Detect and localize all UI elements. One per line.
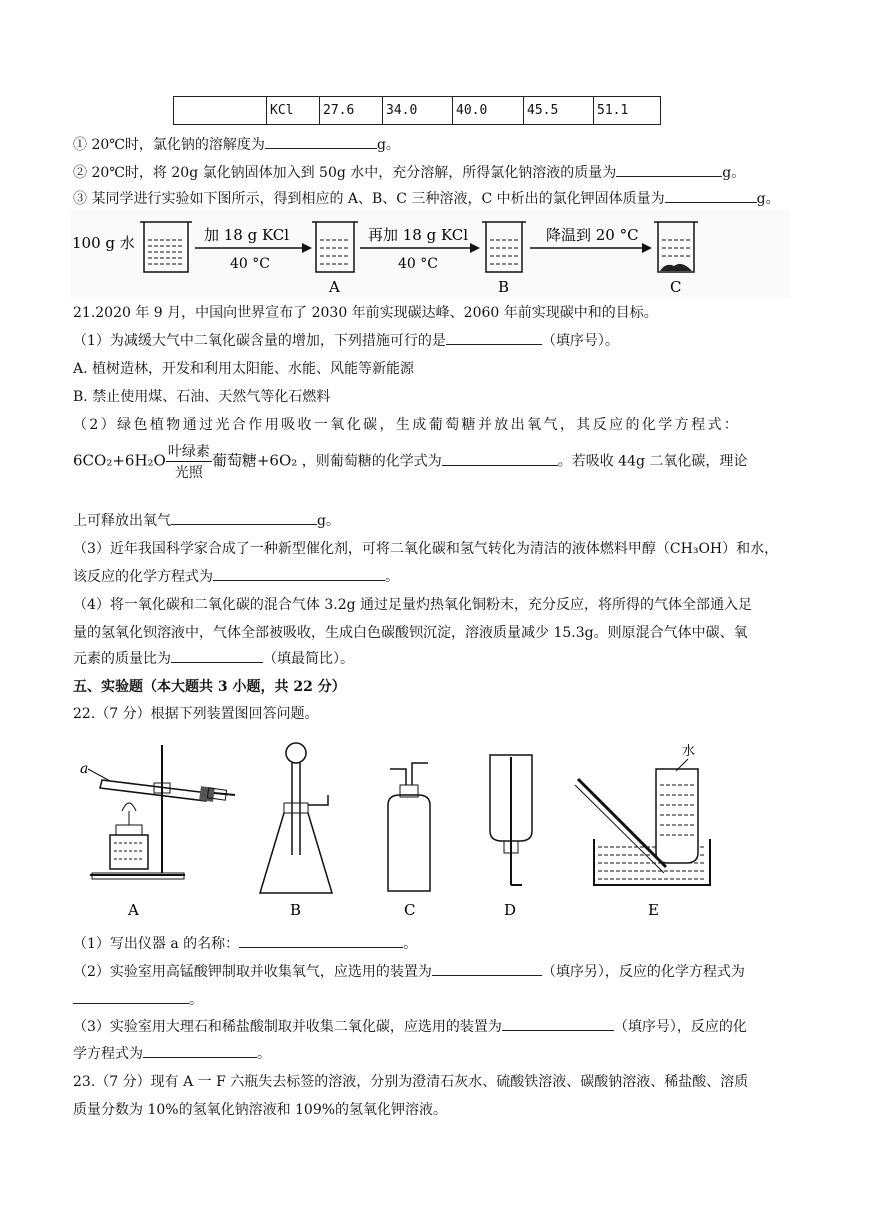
q21-p1-text: （1）为减缓大气中二氧化碳含量的增加，下列措施可行的是	[73, 333, 446, 349]
apparatus-label-b: B	[290, 901, 302, 919]
q21-part4-line3	[73, 648, 354, 668]
q22-part3-cont	[73, 1043, 271, 1063]
answer-blank[interactable]	[73, 989, 189, 1004]
q21-p3-text: 该反应的化学方程式为	[73, 569, 213, 585]
start-label: 100 g 水	[72, 234, 135, 252]
apparatus-label-e: E	[648, 901, 659, 919]
equation-reactants: 6CO₂+6H₂O	[73, 451, 166, 470]
q21-part3-line1: （3）近年我国科学家合成了一种新型催化剂，可将二氧化碳和氢气转化为清洁的液体燃料甲醇（CH₃OH）和水，	[73, 541, 779, 557]
kcl-process-diagram	[70, 210, 790, 298]
q22-p1-suffix: 。	[403, 936, 418, 952]
apparatus-c	[388, 763, 430, 891]
label-water: 水	[682, 744, 696, 759]
q20-l2-unit: g。	[722, 165, 746, 181]
answer-blank[interactable]	[665, 188, 757, 203]
table-cell: 34.0	[383, 97, 453, 125]
q20-l1-text: ① 20℃时，氯化钠的溶解度为	[73, 137, 265, 153]
step2-top-label: 再加 18 g KCl	[368, 226, 469, 244]
photosynthesis-equation	[73, 441, 747, 482]
q20-l3-text: ③ 某同学进行实验如下图所示，得到相应的 A、B、C 三种溶液，C 中析出的氯化钾固体质量为	[73, 191, 665, 207]
equation-products: 葡萄糖+6O₂	[211, 451, 298, 470]
label-instrument-a: a	[80, 761, 89, 777]
answer-blank[interactable]	[446, 330, 542, 345]
answer-blank[interactable]	[171, 510, 317, 525]
step1-top-label: 加 18 g KCl	[204, 226, 290, 244]
q21-p2-cont-text: 上可释放出氧气	[73, 513, 171, 529]
q22-p3-cont-suffix: 。	[257, 1046, 271, 1062]
q22-p2-text: （2）实验室用高锰酸钾制取并收集氧气，应选用的装置为	[73, 964, 432, 980]
answer-blank[interactable]	[213, 566, 385, 581]
q21-part2-cont	[73, 510, 340, 530]
q21-part4-line2: 量的氢氧化钡溶液中，气体全部被吸收，生成白色碳酸钡沉淀，溶液质量减少 15.3g。则原混合气体中碳、氧	[73, 625, 748, 641]
apparatus-label-a: A	[128, 901, 139, 919]
apparatus-e	[575, 769, 710, 885]
apparatus-b	[260, 743, 332, 893]
label-c: C	[670, 278, 682, 296]
step1-bottom-label: 40 °C	[230, 256, 270, 272]
answer-blank[interactable]	[502, 1016, 614, 1031]
q22-p3-suffix: （填序号），反应的化	[613, 1019, 747, 1035]
answer-blank[interactable]	[239, 933, 403, 948]
q21-p4-text: 元素的质量比为	[73, 651, 171, 667]
label-a: A	[329, 278, 340, 296]
table-cell	[174, 97, 267, 125]
label-b: B	[498, 278, 510, 296]
q23-line1: 23.（7 分）现有 A 一 F 六瓶失去标签的溶液，分别为澄清石灰水、硫酸铁溶液、碳酸钠溶液、稀盐酸、溶质	[73, 1074, 749, 1090]
section-title: 五、实验题（本大题共 3 小题，共 22 分）	[73, 679, 346, 695]
step2-bottom-label: 40 °C	[398, 256, 438, 272]
q22-p1-text: （1）写出仪器 a 的名称：	[73, 936, 240, 952]
q21-part2: （2）绿色植物通过光合作用吸收一氧化碳，生成葡萄糖并放出氧气，其反应的化学方程式：	[73, 417, 741, 433]
table-cell: 40.0	[453, 97, 524, 125]
condition-light: 光照	[174, 465, 203, 481]
q22-part1	[73, 933, 417, 953]
q21-intro: 21.2020 年 9 月，中国向世界宣布了 2030 年前实现碳达峰、2060 年前实现碳中和的目标。	[73, 305, 658, 321]
answer-blank[interactable]	[616, 162, 722, 177]
q20-l2-text: ② 20℃时，将 20g 氯化钠固体加入到 50g 水中，充分溶解，所得氯化钠溶液的质量为	[73, 165, 617, 181]
diagram-background	[70, 210, 790, 298]
q21-eq-after2: 。若吸收 44g 二氧化碳，理论	[557, 453, 748, 470]
table-cell: 27.6	[320, 97, 383, 125]
q21-p1-suffix: （填序号）。	[541, 333, 619, 349]
q22-p2-suffix: （填序另），反应的化学方程式为	[541, 964, 745, 980]
answer-blank[interactable]	[442, 451, 558, 466]
q21-part1	[73, 330, 619, 350]
q20-l3-unit: g。	[756, 191, 780, 207]
apparatus-figure	[70, 735, 730, 925]
apparatus-d	[490, 755, 532, 885]
equation-condition	[166, 441, 212, 482]
q21-p2-cont-unit: g。	[317, 513, 340, 529]
table-cell: 51.1	[594, 97, 661, 125]
q21-p3-suffix: 。	[385, 569, 399, 585]
q22-part2-cont	[73, 989, 203, 1009]
q21-part3-line2	[73, 566, 399, 586]
answer-blank[interactable]	[143, 1043, 257, 1058]
q22-part2	[73, 961, 745, 981]
answer-blank[interactable]	[265, 134, 377, 149]
q22-part3	[73, 1016, 747, 1036]
step3-top-label: 降温到 20 °C	[546, 226, 639, 244]
answer-blank[interactable]	[171, 648, 263, 663]
table-cell: 45.5	[524, 97, 594, 125]
q20-l1-unit: g。	[376, 137, 400, 153]
apparatus-a	[90, 745, 235, 879]
pointer-line	[88, 769, 110, 781]
q21-option-b: B. 禁止使用煤、石油、天然气等化石燃料	[73, 389, 331, 405]
q22-p2-end: 。	[189, 992, 203, 1008]
q21-part4-line1: （4）将一氧化碳和二氧化碳的混合气体 3.2g 通过足量灼热氧化铜粉末，充分反应，将所得的气体全部通入足	[73, 597, 753, 613]
q21-option-a: A. 植树造林，开发和利用太阳能、水能、风能等新能源	[73, 361, 415, 377]
solubility-table	[173, 96, 661, 125]
q20-line-1	[73, 134, 400, 154]
q21-p4-suffix: （填最简比）。	[263, 651, 354, 667]
apparatus-label-d: D	[504, 901, 517, 919]
table-cell: KCl	[267, 97, 320, 125]
q20-line-3	[73, 188, 780, 208]
apparatus-label-c: C	[404, 901, 416, 919]
q23-line2: 质量分数为 10%的氢氧化钠溶液和 109%的氢氧化钾溶液。	[73, 1102, 448, 1118]
q22-intro: 22.（7 分）根据下列装置图回答问题。	[73, 706, 319, 722]
q22-p3-text: （3）实验室用大理石和稀盐酸制取并收集二氧化碳，应选用的装置为	[73, 1019, 502, 1035]
table-row	[174, 97, 661, 125]
q21-eq-after: ，则葡萄糖的化学式为	[301, 453, 442, 470]
q22-p3-cont-text: 学方程式为	[73, 1046, 143, 1062]
answer-blank[interactable]	[432, 961, 542, 976]
condition-catalyst: 叶绿素	[166, 441, 212, 462]
q20-line-2	[73, 162, 745, 182]
